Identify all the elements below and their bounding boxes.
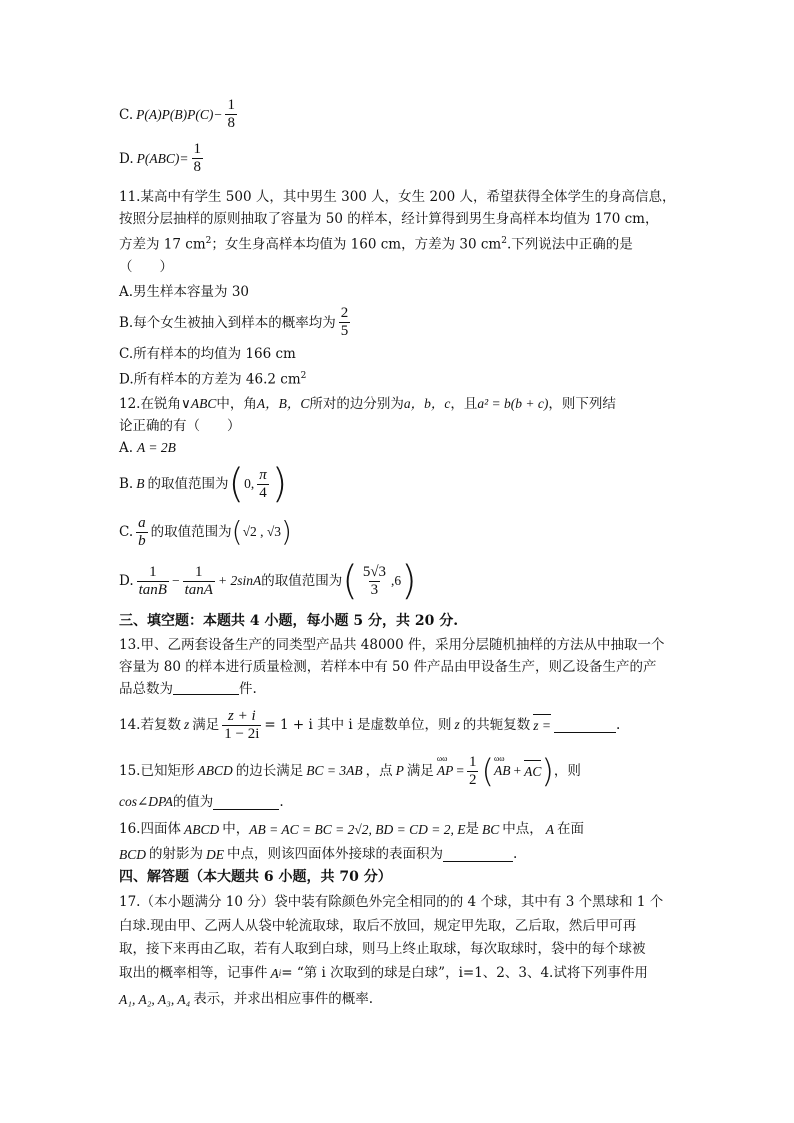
vector-mark-icon: ωω <box>436 754 448 763</box>
answer-parentheses: （ ） <box>119 258 173 275</box>
question-11 <box>119 186 679 390</box>
q12-option-d: D. $\frac{1}{\tan B}$ − $\frac{1}{\tan A}$ + 2sinA 的取值范围为 ( $\frac{5√3}{3}$ ,6 ) <box>119 558 417 604</box>
question-12 <box>119 393 679 459</box>
vector-ap: ωω AP <box>437 760 454 782</box>
answer-blank[interactable] <box>554 718 616 733</box>
fraction: $\frac{1}{2}$ <box>468 753 477 788</box>
question-15: 15.已知矩形 ABCD 的边长满足 BC = 3AB ，点 P 满足 ωω AP = $\frac{1}{2}$ ( ωω AB + AC ) ，则 <box>119 749 679 793</box>
vector-ab: ωω AB <box>494 760 511 782</box>
question-14: 14.若复数 z 满足 $\frac{z + i}{1 - 2i}$ = 1 + i 其中 i 是虚数单位，则 z 的共轭复数 z = . <box>119 707 621 742</box>
vector-mark-icon: ωω <box>493 754 505 763</box>
left-paren: ( <box>481 752 494 790</box>
q10-option-c: C. P(A)P(B)P(C)− $\frac{1}{8}$ <box>119 97 235 131</box>
question-13: 13.甲、乙两套设备生产的同类型产品共 48000 件，采用分层随机抽样的方法从中抽取一个 容量为 80 的样本进行质量检测，若样本中有 50 件产品由甲设备生产，则乙设备生产的产 品总数为 件. <box>119 637 665 697</box>
fraction: $\frac{1}{\tan B}$ <box>138 563 167 598</box>
section-3-heading: 三、填空题：本题共 4 小题，每小题 5 分，共 20 分. <box>119 613 459 629</box>
fraction: $\frac{a}{b}$ <box>138 514 146 549</box>
answer-blank[interactable] <box>173 680 239 695</box>
q11-option-b: B.每个女生被抽入到样本的概率均为 $\frac{2}{5}$ <box>119 305 349 339</box>
fraction: $\frac{1}{\tan A}$ <box>184 563 213 598</box>
fraction: $\frac{1}{8}$ <box>193 141 201 175</box>
q11-option-c: C.所有样本的均值为 166 cm <box>119 345 296 362</box>
answer-blank[interactable] <box>213 795 279 810</box>
q12-option-b: B. B 的取值范围为 ( 0, $\frac{\pi}{4}$ ) <box>119 461 288 507</box>
q11-line: 11.某高中有学生 500 人，其中男生 300 人，女生 200 人，希望获得全体学生的身高信息， <box>119 189 676 205</box>
q11-option-a: A.男生样本容量为 30 <box>119 283 250 300</box>
q12-option-a: A. A = 2B <box>119 440 176 456</box>
fraction: $\frac{2}{5}$ <box>340 305 349 339</box>
right-paren: ) <box>541 752 554 790</box>
right-paren: ) <box>401 558 417 604</box>
left-paren: ( <box>231 515 243 548</box>
q12-option-c: C. $\frac{a}{b}$ 的取值范围为 ( √2 , √3 ) <box>119 510 679 554</box>
q11-line: 按照分层抽样的原则抽取了容量为 50 的样本，经计算得到男生身高样本均值为 170 cm， <box>119 211 659 227</box>
answer-blank[interactable] <box>443 847 513 862</box>
q11-option-d: D.所有样本的方差为 46.2 $cm^2$ <box>119 370 307 387</box>
right-paren: ) <box>281 515 292 548</box>
q12-line: 12.在锐角 ∨ABC 中，角 A，B，C 所对的边分别为 a，b，c ，且 a² = b(b + c) ，则下列结 <box>119 396 616 412</box>
fraction: $\frac{z + i}{1 - 2i}$ <box>224 707 260 742</box>
question-15-line2: cos∠DPA 的值为 . <box>119 794 284 810</box>
section-4-heading: 四、解答题（本大题共 6 小题，共 70 分） <box>119 869 392 885</box>
q12-line: 论正确的有（ ） <box>119 418 241 434</box>
fraction: $\frac{\pi}{4}$ <box>259 466 267 501</box>
q11-line: 方差为 17 $cm^2$；女生身高样本均值为 160 cm，方差为 30 $cm^2$.下列说法中正确的是 <box>119 236 633 253</box>
right-paren: ) <box>271 461 288 507</box>
question-17: 17.（本小题满分 10 分）袋中装有除颜色外完全相同的的 4 个球，其中有 3 个黑球和 1 个 白球.现由甲、乙两人从袋中轮流取球，取后不放回，规定甲先取，乙后取，然后甲可再 取，接下来再由乙取，若有人取到白球，则马上终止取球，每次取球时，袋中的每个球被 取出的概率相等，记事件 A i = “第 i 次取到的球是白球”，i=1、2、3、4.试将下列事件用 A₁, A₂, A₃, A₄ 表示，并求出相应事件的概率. <box>119 894 664 1007</box>
left-paren: ( <box>342 558 358 604</box>
left-paren: ( <box>228 461 245 507</box>
fraction: $\frac{1}{8}$ <box>227 97 235 131</box>
fraction: $\frac{5√3}{3}$ <box>362 563 387 598</box>
question-16: 16.四面体 ABCD 中， AB = AC = BC = 2√2, BD = CD = 2, E 是 BC 中点， A 在面 BCD 的射影为 DE 中点，则该四面体外接球的表面积为 . <box>119 821 584 862</box>
q10-option-d: D. P(ABC)= $\frac{1}{8}$ <box>119 141 201 175</box>
